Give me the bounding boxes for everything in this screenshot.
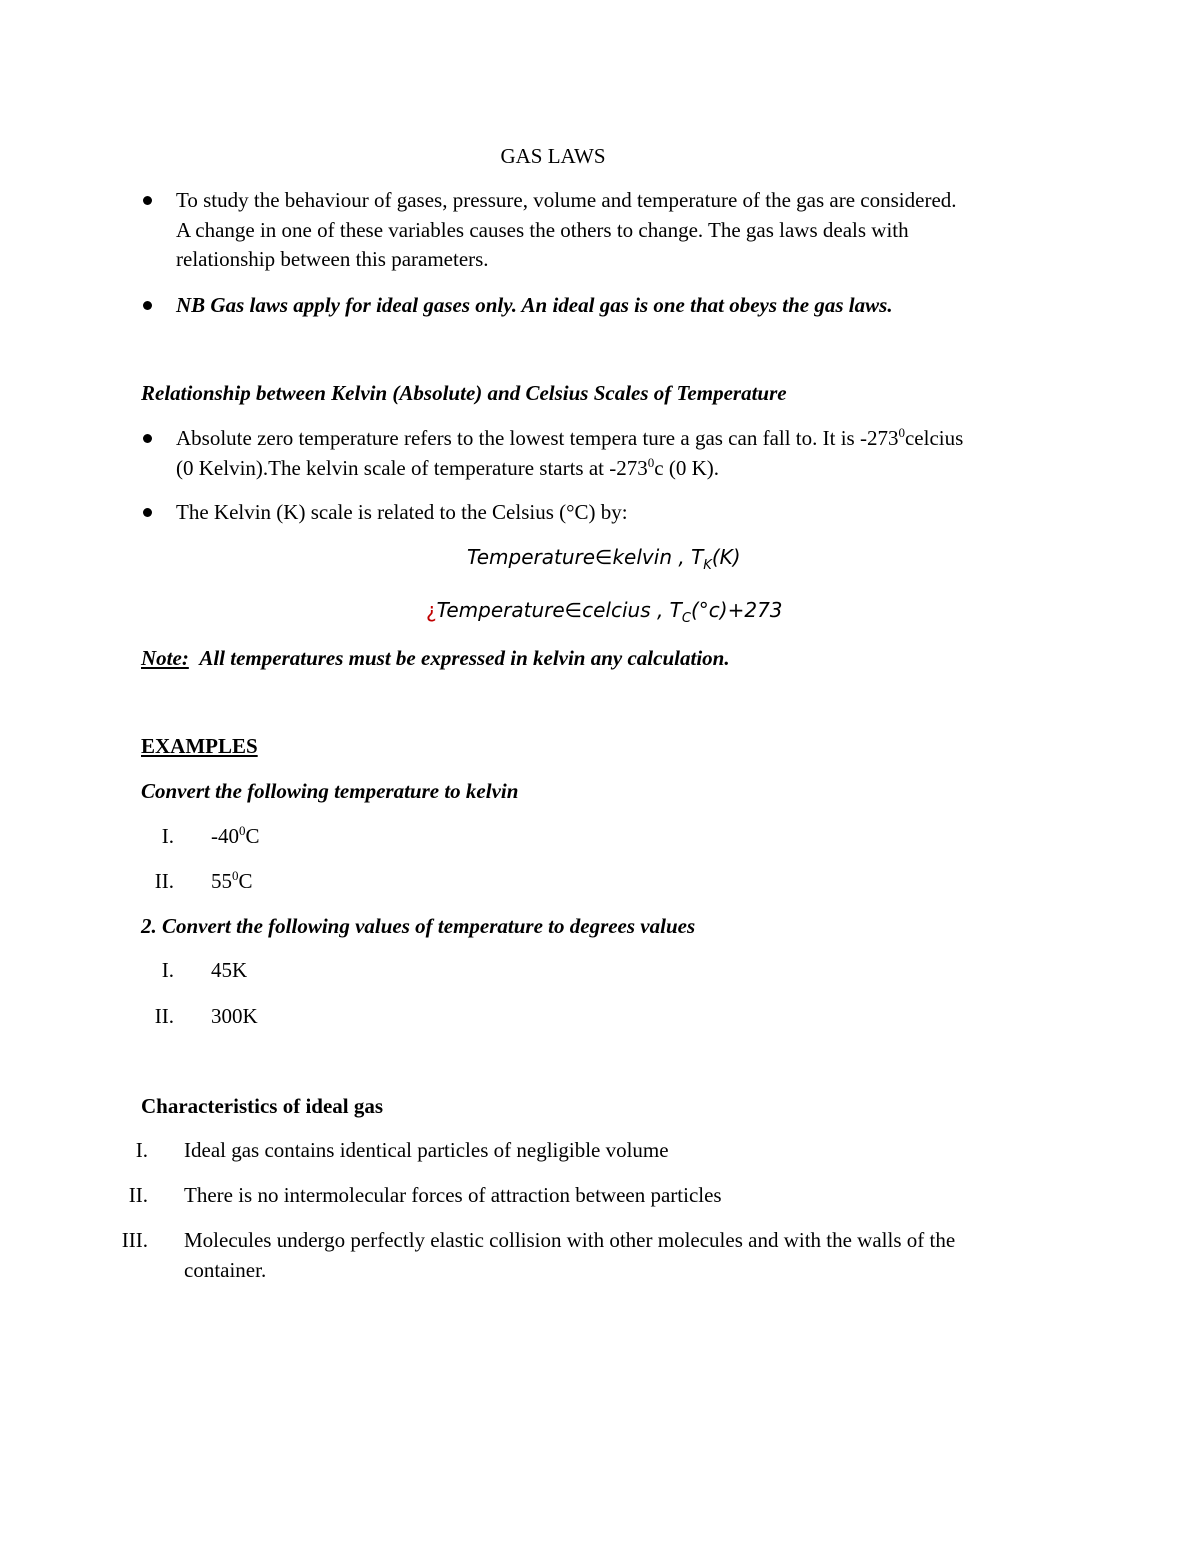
absolute-zero-line-1: Absolute zero temperature refers to the lowest tempera ture a gas can fall to. It is $-273^0celcius$: [176, 425, 964, 450]
formula-line-1: Temperature∈kelvin , $T_K(K)$: [467, 545, 741, 573]
list-item: $-40^0C$: [211, 823, 260, 848]
characteristics-heading: Characteristics of ideal gas: [141, 1094, 384, 1118]
list-number: II.: [154, 1004, 174, 1028]
bullet-marker: [143, 301, 152, 310]
bullet-marker: [143, 508, 152, 517]
list-item: 45K: [211, 958, 248, 982]
intro-bullet-1-line-2: A change in one of these variables causes the others to change. The gas laws deals with: [176, 218, 909, 242]
convert2-heading: 2. Convert the following values of temperature to degrees values: [141, 914, 696, 938]
formula-marker: ¿: [426, 598, 437, 622]
list-number: I.: [135, 1138, 148, 1162]
examples-heading: EXAMPLES: [141, 734, 258, 758]
intro-bullet-1-line-3: relationship between this parameters.: [176, 247, 489, 271]
note: [141, 643, 730, 673]
list-item: Molecules undergo perfectly elastic collision with other molecules and with the walls of the: [184, 1228, 956, 1252]
bullet-marker: [143, 434, 152, 443]
convert-heading: Convert the following temperature to kelvin: [141, 779, 519, 803]
formula-line-2: ¿Temperature∈celcius , $T_C(^\circ c)+273$: [426, 598, 783, 626]
list-item: $55^0C$: [211, 868, 253, 893]
list-number: III.: [121, 1228, 148, 1252]
list-number: II.: [128, 1183, 148, 1207]
list-number: I.: [161, 958, 174, 982]
list-number: II.: [154, 869, 174, 893]
bullet-marker: [143, 196, 152, 205]
list-number: I.: [161, 824, 174, 848]
note-label: Note:: [141, 646, 189, 670]
ideal-gas-note: NB Gas laws apply for ideal gases only. An ideal gas is one that obeys the gas laws.: [176, 293, 893, 317]
list-item: 300K: [211, 1004, 258, 1028]
note-text: All temperatures must be expressed in kelvin any calculation.: [199, 646, 730, 670]
kelvin-celsius-relation: The Kelvin (K) scale is related to the Celsius (°C) by:: [176, 500, 628, 524]
intro-bullet-1-line-1: To study the behaviour of gases, pressure, volume and temperature of the gas are considered.: [176, 188, 957, 212]
list-item: Ideal gas contains identical particles of negligible volume: [184, 1138, 669, 1162]
list-item: There is no intermolecular forces of attraction between particles: [184, 1183, 722, 1207]
absolute-zero-line-2: (0 Kelvin).The kelvin scale of temperature starts at $-273^0c$ (0 K).: [176, 455, 719, 480]
relationship-heading: Relationship between Kelvin (Absolute) and Celsius Scales of Temperature: [141, 381, 787, 405]
page-title: GAS LAWS: [500, 144, 606, 168]
list-item-continuation: container.: [184, 1258, 267, 1282]
